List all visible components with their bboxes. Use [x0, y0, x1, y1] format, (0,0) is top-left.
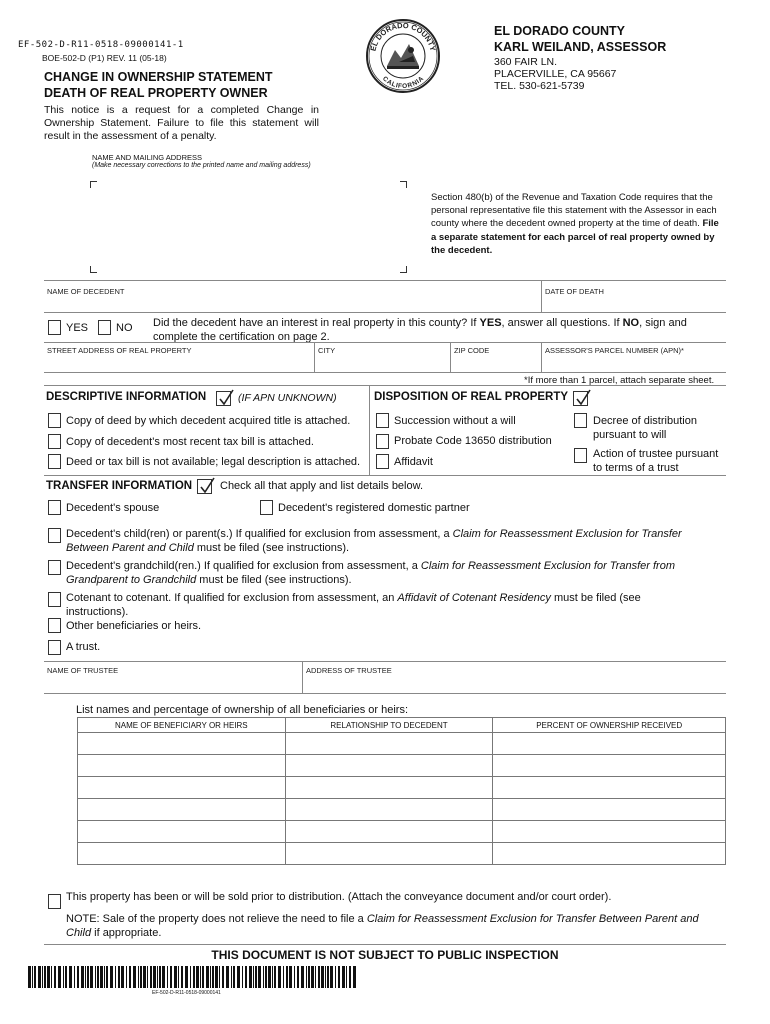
beneficiary-name-cell[interactable]	[78, 821, 286, 843]
deed-copy-label: Copy of deed by which decedent acquired title is attached.	[66, 415, 351, 427]
trustee-action-checkbox[interactable]	[574, 448, 587, 463]
barcode-caption: EF-502-D-R11-0518-09000141	[152, 990, 221, 996]
percent-cell[interactable]	[493, 733, 726, 755]
table-row	[78, 733, 726, 755]
probate-checkbox[interactable]	[376, 434, 389, 449]
apn-field[interactable]	[544, 356, 724, 370]
transfer-instruction: Check all that apply and list details below.	[220, 480, 424, 492]
percent-cell[interactable]	[493, 755, 726, 777]
table-row	[78, 777, 726, 799]
table-row	[78, 799, 726, 821]
spouse-checkbox[interactable]	[48, 500, 61, 515]
barcode	[28, 966, 356, 988]
yes-checkbox[interactable]	[48, 320, 61, 335]
table-row	[78, 843, 726, 865]
affidavit-label: Affidavit	[394, 456, 433, 468]
relationship-cell[interactable]	[285, 799, 493, 821]
col-percent-header: PERCENT OF OWNERSHIP RECEIVED	[493, 718, 726, 733]
percent-cell[interactable]	[493, 799, 726, 821]
trust-label: A trust.	[66, 641, 101, 653]
probate-label: Probate Code 13650 distribution	[394, 435, 552, 447]
disposition-check-icon	[573, 391, 588, 406]
trustee-address-field[interactable]	[305, 676, 725, 691]
grandchild-checkbox[interactable]	[48, 560, 61, 575]
cotenant-label: Cotenant to cotenant. If qualified for exclusion from assessment, an Affidavit of Cotenant Residency must be filed (see instructions).	[66, 592, 641, 618]
relationship-cell[interactable]	[285, 843, 493, 865]
partner-checkbox[interactable]	[260, 500, 273, 515]
partner-label: Decedent's registered domestic partner	[278, 502, 470, 514]
trustee-action-label: Action of trustee pursuant to terms of a trust	[593, 448, 719, 474]
descriptive-check-icon	[216, 391, 231, 406]
street-address-field[interactable]	[46, 356, 311, 370]
decree-checkbox[interactable]	[574, 413, 587, 428]
county-seal	[365, 18, 441, 94]
date-of-death-label: DATE OF DEATH	[545, 287, 604, 296]
apn-label: ASSESSOR'S PARCEL NUMBER (APN)*	[545, 346, 684, 355]
col-name-header: NAME OF BENEFICIARY OR HEIRS	[78, 718, 286, 733]
public-inspection-notice: THIS DOCUMENT IS NOT SUBJECT TO PUBLIC INSPECTION	[211, 948, 559, 962]
assessor-name: KARL WEILAND, ASSESSOR	[494, 40, 667, 54]
child-parent-checkbox[interactable]	[48, 528, 61, 543]
percent-cell[interactable]	[493, 821, 726, 843]
street-address-label: STREET ADDRESS OF REAL PROPERTY	[47, 346, 192, 355]
beneficiary-name-cell[interactable]	[78, 733, 286, 755]
beneficiaries-table	[77, 717, 726, 865]
city-field[interactable]	[317, 356, 447, 370]
relationship-cell[interactable]	[285, 755, 493, 777]
decree-label: Decree of distribution pursuant to will	[593, 415, 697, 441]
relationship-cell[interactable]	[285, 777, 493, 799]
deed-copy-checkbox[interactable]	[48, 413, 61, 428]
other-beneficiaries-checkbox[interactable]	[48, 618, 61, 633]
decedent-name-field[interactable]	[46, 297, 536, 311]
tax-bill-checkbox[interactable]	[48, 434, 61, 449]
beneficiary-name-cell[interactable]	[78, 755, 286, 777]
child-parent-label: Decedent's child(ren) or parent(s.) If qualified for exclusion from assessment, a Claim for Reassessment Exclusion for Transfer Between Parent and Child must be filed (see instructions).	[66, 528, 682, 554]
yes-label: YES	[66, 322, 89, 334]
grandchild-label: Decedent's grandchild(ren.) If qualified for exclusion from assessment, a Claim for Reassessment Exclusion for Transfer from Grandparent to Grandchild must be filed (see instructions).	[66, 560, 675, 586]
mailing-label: NAME AND MAILING ADDRESS	[92, 153, 203, 162]
section-480b-text: Section 480(b) of the Revenue and Taxation Code requires that the personal representative file this statement with the Assessor in each county where the decedent owned property at the time of death. File a separate statement for each parcel of real property owned by the decedent.	[431, 192, 719, 256]
multi-parcel-note: *If more than 1 parcel, attach separate sheet.	[524, 375, 715, 386]
no-checkbox[interactable]	[98, 320, 111, 335]
transfer-info-title: TRANSFER INFORMATION	[46, 480, 193, 492]
disposition-title: DISPOSITION OF REAL PROPERTY	[374, 391, 569, 403]
trustee-name-field[interactable]	[46, 676, 298, 691]
relationship-cell[interactable]	[285, 733, 493, 755]
percent-cell[interactable]	[493, 843, 726, 865]
county-name: EL DORADO COUNTY	[494, 24, 626, 38]
zip-code-label: ZIP CODE	[454, 346, 490, 355]
form-code: BOE-502-D (P1) REV. 11 (05-18)	[42, 53, 167, 63]
beneficiaries-intro: List names and percentage of ownership of all beneficiaries or heirs:	[76, 704, 409, 716]
beneficiaries-header-row	[78, 718, 726, 733]
decedent-name-label: NAME OF DECEDENT	[47, 287, 125, 296]
zip-code-field[interactable]	[453, 356, 538, 370]
spouse-label: Decedent's spouse	[66, 502, 160, 514]
cotenant-checkbox[interactable]	[48, 592, 61, 607]
legal-description-checkbox[interactable]	[48, 454, 61, 469]
seal-text-top: EL DORADO COUNTY	[368, 20, 438, 52]
interest-question: Did the decedent have an interest in real property in this county? If YES, answer all questions. If NO, sign and complete the certification on page 2.	[153, 317, 687, 343]
form-title-line2: DEATH OF REAL PROPERTY OWNER	[44, 86, 268, 100]
table-row	[78, 821, 726, 843]
no-label: NO	[116, 322, 133, 334]
affidavit-checkbox[interactable]	[376, 454, 389, 469]
form-barcode-id: EF-502-D-R11-0518-09000141-1	[18, 40, 184, 50]
seal-text-bottom: CALIFORNIA	[380, 75, 426, 91]
succession-checkbox[interactable]	[376, 413, 389, 428]
date-of-death-field[interactable]	[545, 297, 725, 311]
percent-cell[interactable]	[493, 777, 726, 799]
beneficiary-name-cell[interactable]	[78, 843, 286, 865]
form-title-line1: CHANGE IN OWNERSHIP STATEMENT	[44, 70, 273, 84]
mailing-sublabel: (Make necessary corrections to the printed name and mailing address)	[92, 162, 311, 169]
beneficiary-name-cell[interactable]	[78, 799, 286, 821]
table-row	[78, 755, 726, 777]
legal-description-label: Deed or tax bill is not available; legal description is attached.	[66, 456, 361, 468]
assessor-address2: PLACERVILLE, CA 95667	[494, 68, 617, 80]
apn-unknown-note: (IF APN UNKNOWN)	[238, 392, 337, 404]
succession-label: Succession without a will	[394, 415, 516, 427]
descriptive-info-title: DESCRIPTIVE INFORMATION	[46, 391, 207, 403]
beneficiary-name-cell[interactable]	[78, 777, 286, 799]
transfer-check-icon	[197, 479, 212, 494]
sold-property-checkbox[interactable]	[48, 894, 61, 909]
assessor-phone: TEL. 530-621-5739	[494, 80, 585, 92]
mailing-address-field[interactable]	[96, 186, 396, 262]
tax-bill-label: Copy of decedent's most recent tax bill is attached.	[66, 436, 314, 448]
sold-property-label: This property has been or will be sold prior to distribution. (Attach the conveyance document and/or court order).	[66, 891, 612, 903]
trust-checkbox[interactable]	[48, 640, 61, 655]
relationship-cell[interactable]	[285, 821, 493, 843]
trustee-address-label: ADDRESS OF TRUSTEE	[306, 666, 392, 675]
city-label: CITY	[318, 346, 336, 355]
assessor-address1: 360 FAIR LN.	[494, 56, 558, 68]
trustee-name-label: NAME OF TRUSTEE	[47, 666, 119, 675]
sale-note: NOTE: Sale of the property does not relieve the need to file a Claim for Reassessment Exclusion for Transfer Between Parent and Child if appropriate.	[66, 913, 699, 939]
other-beneficiaries-label: Other beneficiaries or heirs.	[66, 620, 202, 632]
col-relationship-header: RELATIONSHIP TO DECEDENT	[285, 718, 493, 733]
notice-text: This notice is a request for a completed Change in Ownership Statement. Failure to file this statement will result in the assessment of a penalty.	[44, 104, 319, 142]
